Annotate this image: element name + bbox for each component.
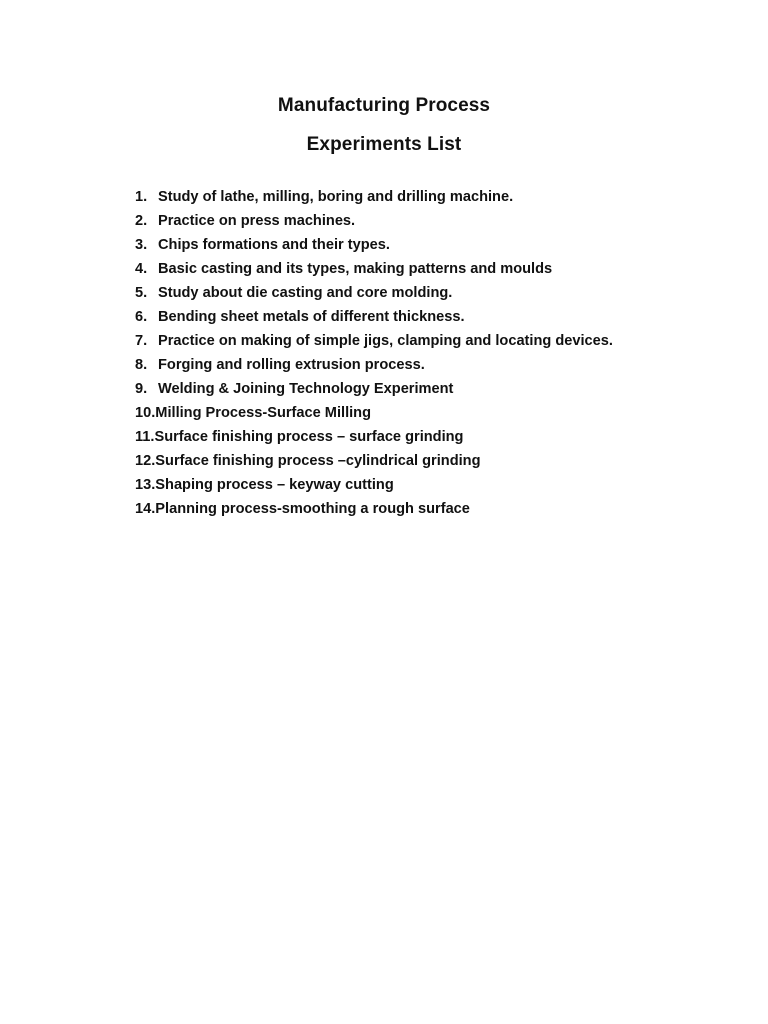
list-item-text: Surface finishing process – surface grinding [154,429,464,445]
list-item-text: Shaping process – keyway cutting [155,477,394,493]
list-item [135,333,613,357]
list-item-number: 11. [135,429,155,445]
list-item [135,261,613,285]
document-subtitle: Experiments List [306,134,462,155]
list-item [135,501,613,525]
list-item-number: 2. [135,213,148,229]
list-item-number: 6. [135,309,148,325]
list-item [135,477,613,501]
list-item-text: Planning process-smoothing a rough surface [155,501,470,517]
list-item-text: Milling Process-Surface Milling [155,405,372,421]
list-item-text: Practice on making of simple jigs, clamping and locating devices. [158,333,613,349]
list-item-text: Surface finishing process –cylindrical grinding [155,453,481,469]
list-item-text: Study about die casting and core molding. [158,285,453,301]
list-item-text: Bending sheet metals of different thickness. [158,309,465,325]
list-item-text: Basic casting and its types, making patterns and moulds [158,261,553,277]
list-item [135,189,613,213]
list-item [135,453,613,477]
list-item [135,429,613,453]
list-item-number: 3. [135,237,148,253]
list-item [135,237,613,261]
list-item-number: 12. [135,453,156,469]
list-item [135,405,613,429]
list-item [135,309,613,333]
list-item-text: Study of lathe, milling, boring and drilling machine. [158,189,514,205]
list-item-number: 10. [135,405,156,421]
list-item [135,213,613,237]
list-item-text: Practice on press machines. [158,213,356,229]
list-item-number: 9. [135,381,148,397]
document-title: Manufacturing Process [277,95,491,116]
list-item-number: 5. [135,285,148,301]
list-item-text: Welding & Joining Technology Experiment [158,381,454,397]
list-item-number: 4. [135,261,148,277]
list-item [135,357,613,381]
list-item-number: 13. [135,477,156,493]
list-item-text: Forging and rolling extrusion process. [158,357,425,373]
list-item-text: Chips formations and their types. [158,237,390,253]
list-item-number: 14. [135,501,156,517]
list-item-number: 8. [135,357,148,373]
list-item [135,381,613,405]
list-item-number: 1. [135,189,148,205]
list-item-number: 7. [135,333,148,349]
list-item [135,285,613,309]
experiments-list [135,189,613,525]
